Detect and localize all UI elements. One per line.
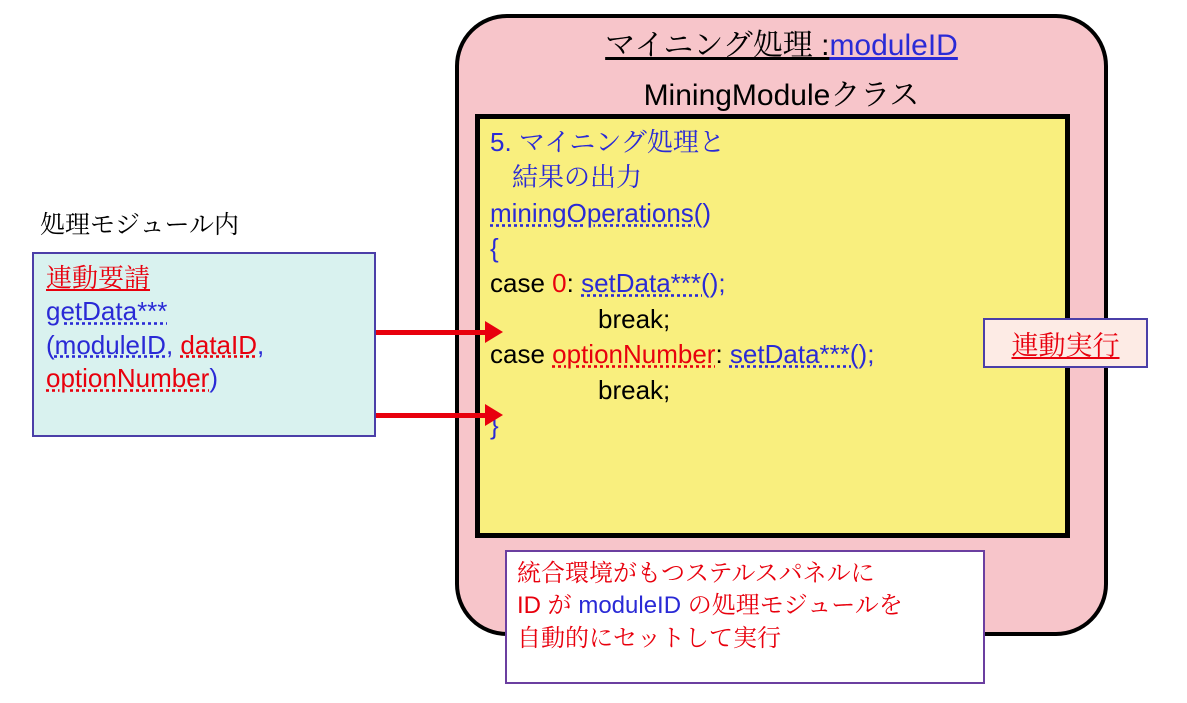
code-comment-line-1 <box>490 125 1070 160</box>
note-line-3: 自動的にセットして実行 <box>517 624 781 652</box>
code-listing <box>490 125 1070 443</box>
request-box <box>32 252 376 437</box>
exec-badge-label: 連動実行 <box>1011 330 1120 361</box>
case1-keyword: case <box>490 339 553 370</box>
request-method-name: getData*** <box>46 296 168 327</box>
arrow-line-case0 <box>376 330 486 335</box>
paren-open: ( <box>46 329 55 360</box>
left-caption: 処理モジュール内 <box>40 211 240 239</box>
case1-colon: : <box>715 339 730 370</box>
note-line-1: 統合環境がもつステルスパネルに <box>517 560 875 587</box>
note-line-2-suffix: の処理モジュールを <box>681 592 903 620</box>
note-box <box>505 550 985 684</box>
module-title-id: moduleID <box>829 29 958 62</box>
case1-call: setData***(); <box>729 339 875 370</box>
comment-text-2: 結果の出力 <box>512 162 643 193</box>
code-signature-line <box>490 196 1070 231</box>
arrow-head-case0 <box>485 321 503 343</box>
arg-option-number: optionNumber <box>46 362 210 393</box>
case1-value: optionNumber <box>552 339 716 370</box>
module-title <box>455 20 1108 64</box>
exec-badge <box>983 318 1148 368</box>
break-statement-1: break; <box>598 303 671 334</box>
arg-comma-2: , <box>257 329 265 360</box>
module-title-label: マイニング処理 : <box>605 29 830 62</box>
code-comment-line-2 <box>490 160 1070 195</box>
module-subtitle: MiningModuleクラス <box>643 79 920 112</box>
request-box-method-line <box>46 295 364 328</box>
code-brace-open-line <box>490 231 1070 266</box>
break-statement-2: break; <box>598 374 671 405</box>
request-box-title-line <box>46 262 364 295</box>
arg-comma-1: , <box>165 329 181 360</box>
note-line-2-prefix: ID が <box>517 592 579 620</box>
comment-text-1: 5. マイニング処理と <box>490 127 725 157</box>
note-line-2 <box>517 590 975 622</box>
brace-open: { <box>490 233 499 264</box>
request-box-title: 連動要請 <box>46 263 151 293</box>
case0-keyword: case <box>490 268 553 299</box>
note-line-2-id: moduleID <box>578 592 682 620</box>
arrow-head-case-option <box>485 404 503 426</box>
code-case-0-line <box>490 266 1070 301</box>
code-brace-close-line <box>490 408 1070 443</box>
brace-close: } <box>490 409 499 440</box>
method-signature: miningOperations() <box>490 197 712 228</box>
request-box-args-line2 <box>46 362 364 395</box>
paren-close: ) <box>209 362 218 393</box>
code-break-line-2 <box>490 373 1070 408</box>
request-box-args-line1 <box>46 329 364 362</box>
case0-call: setData***(); <box>581 268 726 299</box>
case0-colon: : <box>566 268 582 299</box>
arrow-line-case-option <box>376 413 486 418</box>
case0-value: 0 <box>552 268 567 299</box>
arg-data-id: dataID <box>180 329 258 360</box>
arg-module-id: moduleID <box>54 329 166 360</box>
